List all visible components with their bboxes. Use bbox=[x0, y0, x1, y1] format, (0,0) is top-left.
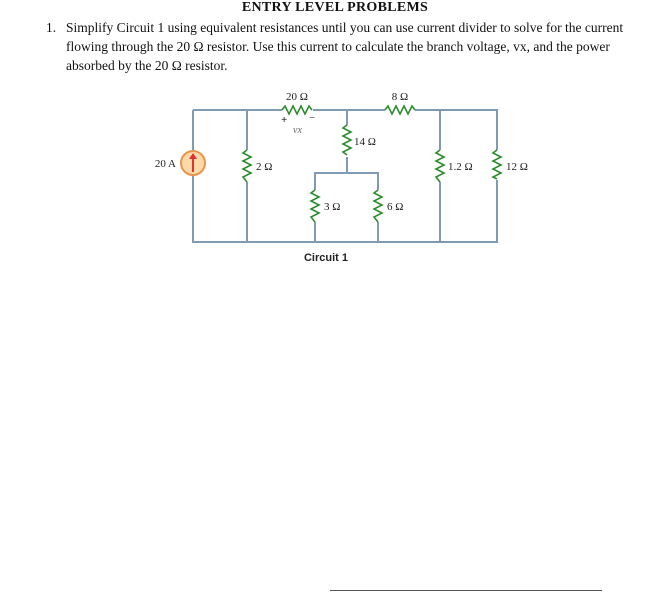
problem-text: Simplify Circuit 1 using equivalent resistances until you can use current divider to solve for the current flowing through the 20 Ω resistor. Use this current to calculate the branch voltage, vx, and the power absorbed by the 20 Ω resistor. bbox=[66, 20, 624, 73]
problem-number: 1. bbox=[46, 20, 57, 35]
resistor-1-2 bbox=[436, 150, 444, 182]
resistor-2 bbox=[243, 150, 251, 182]
page-heading: ENTRY LEVEL PROBLEMS bbox=[241, 0, 429, 15]
resistor-14 bbox=[343, 125, 351, 155]
resistor-8 bbox=[385, 106, 415, 114]
circuit-caption: Circuit 1 bbox=[303, 252, 349, 264]
label-r12: 12 Ω bbox=[506, 161, 528, 173]
label-source: 20 A bbox=[154, 158, 176, 170]
label-r2: 2 Ω bbox=[256, 161, 273, 173]
answer-line bbox=[330, 590, 602, 591]
resistor-6 bbox=[374, 190, 382, 222]
label-r8: 8 Ω bbox=[391, 91, 409, 103]
label-r20: 20 Ω bbox=[286, 91, 308, 103]
label-r14: 14 Ω bbox=[354, 136, 376, 148]
resistor-20 bbox=[282, 106, 312, 114]
label-minus: − bbox=[309, 112, 316, 124]
label-vx: vx bbox=[293, 125, 302, 136]
label-r3: 3 Ω bbox=[324, 201, 341, 213]
label-plus: + bbox=[281, 114, 288, 126]
label-r6: 6 Ω bbox=[387, 201, 404, 213]
resistor-12 bbox=[493, 150, 501, 179]
label-r1-2: 1.2 Ω bbox=[448, 161, 473, 173]
current-source bbox=[181, 151, 205, 175]
resistor-3 bbox=[311, 190, 319, 222]
